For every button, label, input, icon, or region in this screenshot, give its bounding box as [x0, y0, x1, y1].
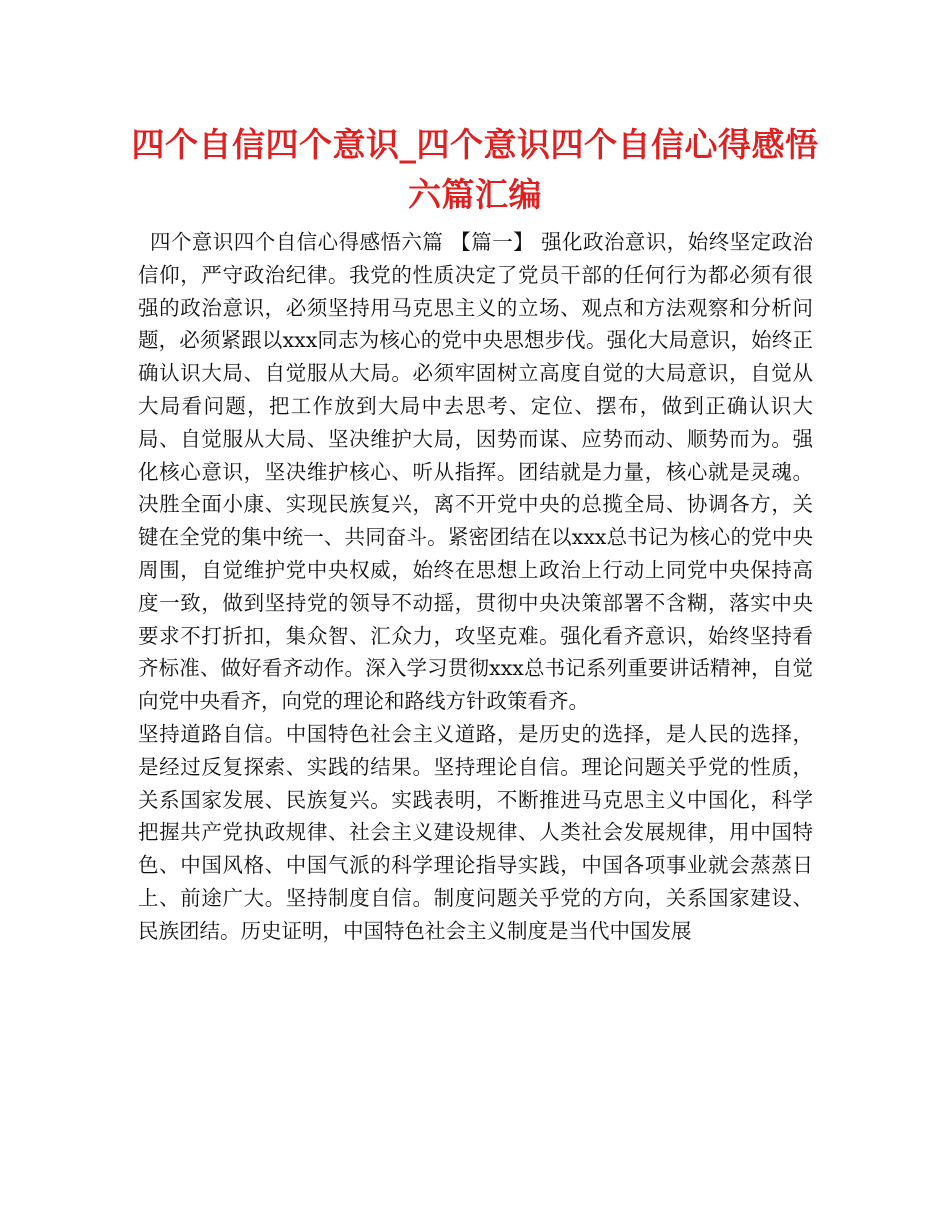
paragraph-2: 坚持道路自信。中国特色社会主义道路，是历史的选择，是人民的选择，是经过反复探索、实践的结果。坚持理论自信。理论问题关乎党的性质，关系国家发展、民族复兴。实践表明，不断推进马克思主义中国化，科学把握共产党执政规律、社会主义建设规律、人类社会发展规律，用中国特色、中国风格、中国气派的科学理论指导实践，中国各项事业就会蒸蒸日上、前途广大。坚持制度自信。制度问题关乎党的方向，关系国家建设、民族团结。历史证明，中国特色社会主义制度是当代中国发展 [138, 721, 813, 943]
document-body [138, 226, 813, 948]
paragraph-1: 四个意识四个自信心得感悟六篇 【篇一】 强化政治意识，始终坚定政治信仰，严守政治纪律。我党的性质决定了党员干部的任何行为都必须有很强的政治意识，必须坚持用马克思主义的立场、观点和方法观察和分析问题，必须紧跟以xxx同志为核心的党中央思想步伐。强化大局意识，始终正确认识大局、自觉服从大局。必须牢固树立高度自觉的大局意识，自觉从大局看问题，把工作放到大局中去思考、定位、摆布，做到正确认识大局、自觉服从大局、坚决维护大局，因势而谋、应势而动、顺势而为。强化核心意识，坚决维护核心、听从指挥。团结就是力量，核心就是灵魂。决胜全面小康、实现民族复兴，离不开党中央的总揽全局、协调各方，关键在全党的集中统一、共同奋斗。紧密团结在以xxx总书记为核心的党中央周围，自觉维护党中央权威，始终在思想上政治上行动上同党中央保持高度一致，做到坚持党的领导不动摇，贯彻中央决策部署不含糊，落实中央要求不打折扣，集众智、汇众力，攻坚克难。强化看齐意识，始终坚持看齐标准、做好看齐动作。深入学习贯彻xxx总书记系列重要讲话精神，自觉向党中央看齐，向党的理论和路线方针政策看齐。 [138, 230, 813, 714]
document-title: 四个自信四个意识_四个意识四个自信心得感悟六篇汇编 [131, 125, 819, 214]
